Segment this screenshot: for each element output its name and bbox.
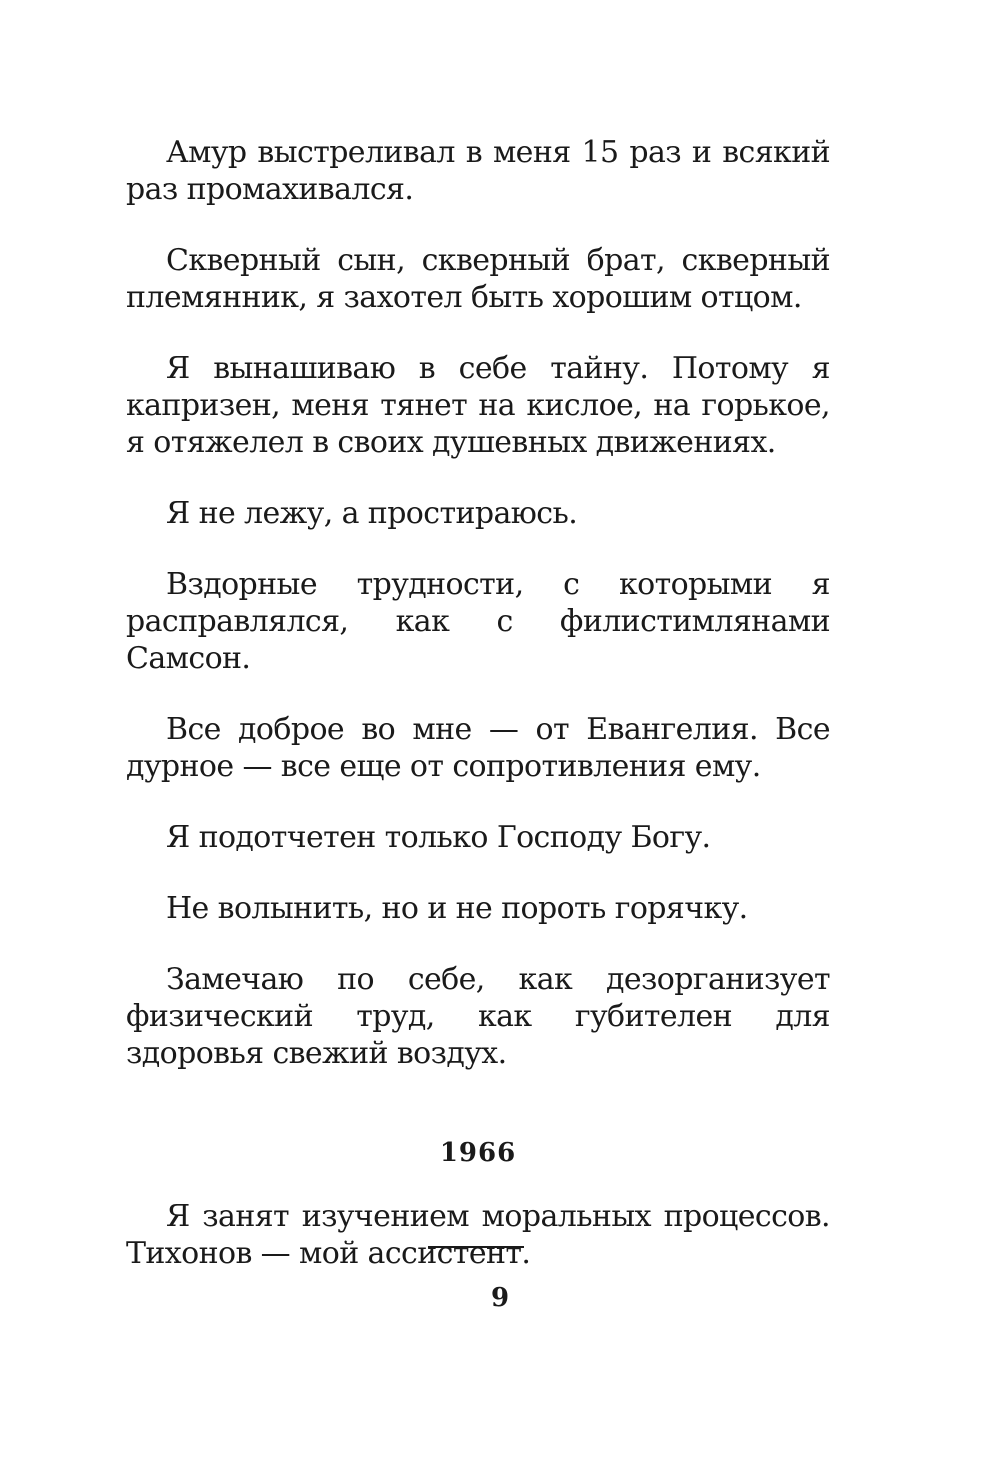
paragraph: Не волынить, но и не пороть горячку.	[166, 891, 748, 926]
paragraph: Я подотчетен только Господу Богу.	[166, 820, 711, 855]
main-text	[126, 134, 830, 1306]
paragraph: Я вынашиваю в себе тайну. Потому я капризен, меня тянет на кислое, на горькое, я отяжелел в своих душевных движениях.	[126, 351, 830, 460]
paragraph: Все доброе во мне — от Евангелия. Все дурное — все еще от сопротивления ему.	[126, 712, 830, 784]
paragraph: Амур выстреливал в меня 15 раз и всякий раз промахивался.	[126, 135, 830, 207]
paragraph: Замечаю по себе, как дезорганизует физический труд, как губителен для здоровья свежий воздух.	[126, 962, 830, 1071]
page-number-rule	[428, 1246, 524, 1248]
page-number: 9	[490, 1283, 510, 1313]
paragraph: Я занят изучением моральных процессов. Тихонов — мой ассистент.	[126, 1199, 830, 1271]
year-heading: 1966	[439, 1138, 517, 1168]
paragraph: Скверный сын, скверный брат, скверный племянник, я захотел быть хорошим отцом.	[126, 243, 830, 315]
paragraph: Я не лежу, а простираюсь.	[166, 496, 578, 531]
paragraph: Вздорные трудности, с которыми я расправлялся, как с филистимлянами Самсон.	[126, 567, 830, 676]
